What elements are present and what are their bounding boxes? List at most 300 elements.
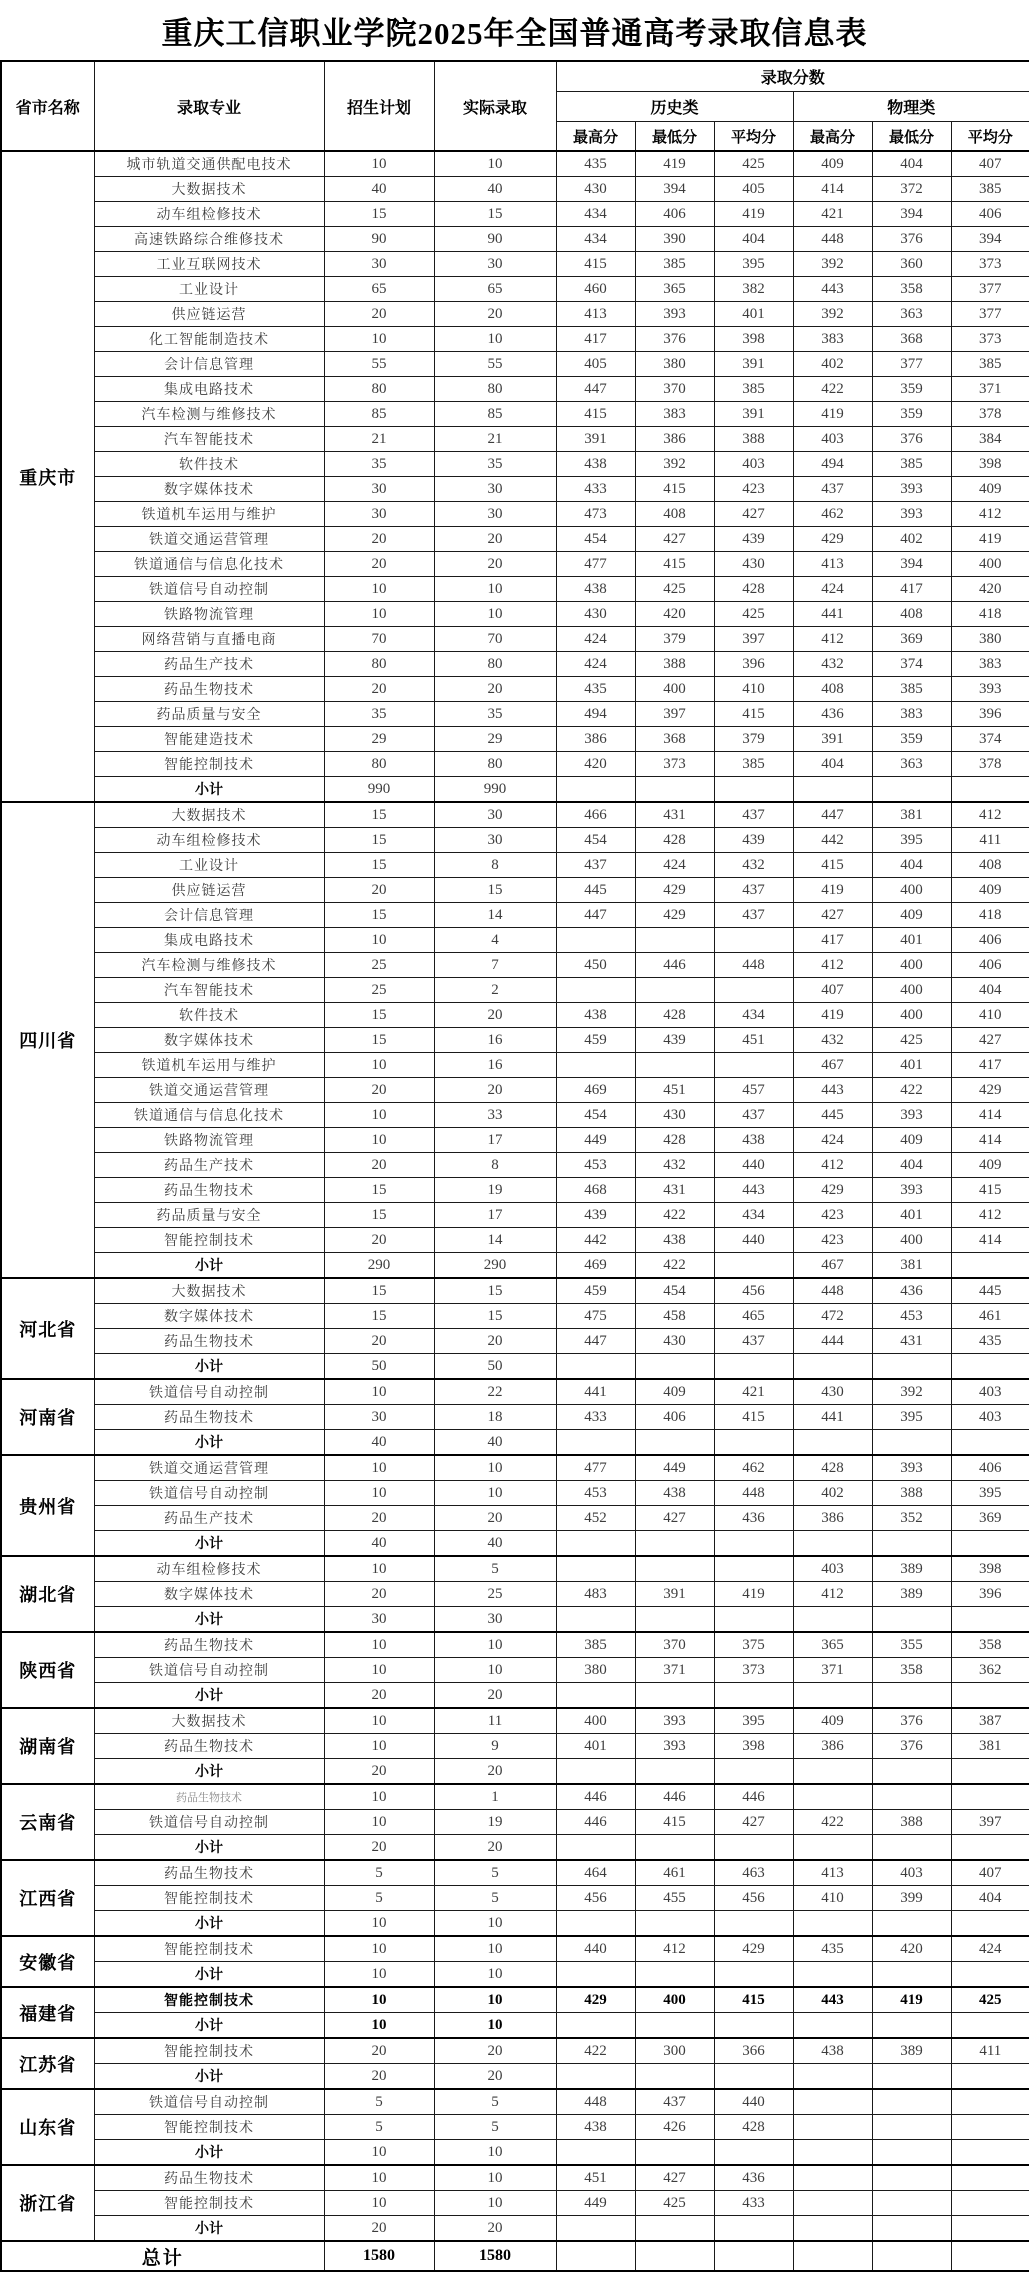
score-cell: 359: [872, 727, 951, 752]
score-cell: 20: [434, 527, 556, 552]
score-cell: 409: [635, 1379, 714, 1405]
score-cell: 404: [714, 227, 793, 252]
major-cell: 铁道交通运营管理: [94, 527, 324, 552]
score-cell: 2: [434, 978, 556, 1003]
score-cell: 358: [951, 1632, 1029, 1658]
score-cell: 355: [872, 1632, 951, 1658]
score-cell: [635, 1911, 714, 1937]
major-cell: 小计: [94, 1759, 324, 1785]
score-cell: [714, 928, 793, 953]
score-cell: 377: [872, 352, 951, 377]
score-cell: 437: [714, 802, 793, 828]
score-cell: [951, 1784, 1029, 1810]
score-cell: 10: [324, 327, 434, 352]
score-cell: 20: [434, 2216, 556, 2242]
score-cell: [556, 2013, 635, 2039]
score-cell: 436: [714, 1506, 793, 1531]
score-cell: 10: [324, 1481, 434, 1506]
score-cell: 15: [434, 202, 556, 227]
table-row: [1, 1455, 1029, 1481]
header-physics-max: 最高分: [793, 122, 872, 152]
score-cell: 435: [556, 151, 635, 177]
score-cell: 406: [635, 1405, 714, 1430]
score-cell: 446: [635, 953, 714, 978]
score-cell: 467: [793, 1253, 872, 1279]
score-cell: 406: [951, 1455, 1029, 1481]
major-cell: 智能控制技术: [94, 1987, 324, 2013]
table-row: [1, 1708, 1029, 1734]
score-cell: 20: [434, 2064, 556, 2090]
score-cell: 386: [793, 1506, 872, 1531]
major-cell: 药品生物技术: [94, 1178, 324, 1203]
score-cell: 10: [324, 2013, 434, 2039]
score-cell: 430: [556, 177, 635, 202]
province-name: 湖北省: [1, 1556, 94, 1632]
score-cell: 10: [324, 1053, 434, 1078]
score-cell: [714, 2064, 793, 2090]
score-cell: 415: [714, 1405, 793, 1430]
score-cell: [714, 777, 793, 803]
score-cell: 359: [872, 402, 951, 427]
score-cell: 10: [324, 1911, 434, 1937]
score-cell: 10: [434, 2165, 556, 2191]
score-cell: 385: [714, 377, 793, 402]
score-cell: 405: [556, 352, 635, 377]
province-name: 安徽省: [1, 1936, 94, 1987]
score-cell: 20: [434, 677, 556, 702]
table-row: [1, 1329, 1029, 1354]
score-cell: 414: [951, 1128, 1029, 1153]
score-cell: 10: [434, 151, 556, 177]
score-cell: [556, 1531, 635, 1557]
score-cell: 20: [434, 1506, 556, 1531]
table-row: [1, 1304, 1029, 1329]
score-cell: 425: [872, 1028, 951, 1053]
score-cell: 85: [434, 402, 556, 427]
score-cell: 404: [872, 1153, 951, 1178]
score-cell: 10: [434, 1632, 556, 1658]
score-cell: 380: [951, 627, 1029, 652]
score-cell: 10: [434, 2140, 556, 2166]
score-cell: 434: [556, 227, 635, 252]
table-row: [1, 978, 1029, 1003]
score-cell: 427: [714, 502, 793, 527]
score-cell: [714, 1683, 793, 1709]
major-cell: 会计信息管理: [94, 903, 324, 928]
score-cell: 409: [951, 878, 1029, 903]
score-cell: 300: [635, 2038, 714, 2064]
table-row: [1, 1607, 1029, 1633]
score-cell: [872, 1911, 951, 1937]
score-cell: 389: [872, 1556, 951, 1582]
score-cell: 10: [324, 2140, 434, 2166]
table-row: [1, 1759, 1029, 1785]
score-cell: 409: [872, 1128, 951, 1153]
score-cell: 359: [872, 377, 951, 402]
table-row: [1, 477, 1029, 502]
major-cell: 数字媒体技术: [94, 1304, 324, 1329]
score-cell: 402: [872, 527, 951, 552]
score-cell: 377: [951, 277, 1029, 302]
score-cell: 455: [635, 1886, 714, 1911]
score-cell: 20: [324, 2064, 434, 2090]
table-row: [1, 1810, 1029, 1835]
score-cell: 363: [872, 302, 951, 327]
score-cell: 17: [434, 1128, 556, 1153]
score-cell: 445: [951, 1278, 1029, 1304]
table-row: [1, 777, 1029, 803]
table-row: [1, 452, 1029, 477]
score-cell: 427: [635, 527, 714, 552]
score-cell: 432: [635, 1153, 714, 1178]
score-cell: [556, 978, 635, 1003]
table-row: [1, 1734, 1029, 1759]
score-cell: 50: [434, 1354, 556, 1380]
score-cell: 401: [556, 1734, 635, 1759]
score-cell: 448: [714, 1481, 793, 1506]
score-cell: 10: [434, 1962, 556, 1988]
table-row: [1, 1053, 1029, 1078]
score-cell: 457: [714, 1078, 793, 1103]
table-body: [1, 151, 1029, 2271]
score-cell: 394: [635, 177, 714, 202]
score-cell: [556, 1759, 635, 1785]
table-row: [1, 277, 1029, 302]
score-cell: 393: [872, 477, 951, 502]
score-cell: 5: [434, 2115, 556, 2140]
score-cell: 385: [872, 452, 951, 477]
score-cell: 430: [714, 552, 793, 577]
score-cell: 404: [951, 1886, 1029, 1911]
score-cell: 425: [635, 2191, 714, 2216]
score-cell: 407: [951, 1860, 1029, 1886]
score-cell: 443: [714, 1178, 793, 1203]
score-cell: 15: [434, 878, 556, 903]
score-cell: [793, 2115, 872, 2140]
score-cell: [556, 1911, 635, 1937]
score-cell: 377: [951, 302, 1029, 327]
score-cell: 415: [556, 402, 635, 427]
score-cell: 400: [872, 978, 951, 1003]
score-cell: 10: [434, 1911, 556, 1937]
score-cell: 427: [635, 1506, 714, 1531]
score-cell: 30: [434, 477, 556, 502]
score-cell: 409: [872, 903, 951, 928]
score-cell: 429: [635, 878, 714, 903]
header-province: 省市名称: [1, 61, 94, 151]
score-cell: 453: [556, 1153, 635, 1178]
score-cell: 427: [793, 903, 872, 928]
table-row: [1, 903, 1029, 928]
score-cell: [793, 1784, 872, 1810]
score-cell: 376: [872, 1734, 951, 1759]
score-cell: 473: [556, 502, 635, 527]
major-cell: 小计: [94, 1354, 324, 1380]
score-cell: 415: [635, 1810, 714, 1835]
score-cell: [951, 2191, 1029, 2216]
major-cell: 工业设计: [94, 853, 324, 878]
score-cell: 400: [635, 677, 714, 702]
score-cell: 462: [793, 502, 872, 527]
score-cell: 20: [434, 2038, 556, 2064]
score-cell: 385: [951, 177, 1029, 202]
score-cell: 30: [324, 477, 434, 502]
table-row: [1, 878, 1029, 903]
score-cell: 11: [434, 1708, 556, 1734]
score-cell: 20: [324, 1835, 434, 1861]
score-cell: 437: [556, 853, 635, 878]
score-cell: [872, 1430, 951, 1456]
score-cell: 382: [714, 277, 793, 302]
table-row: [1, 1228, 1029, 1253]
score-cell: 10: [434, 602, 556, 627]
score-cell: 461: [635, 1860, 714, 1886]
province-name: 山东省: [1, 2089, 94, 2165]
table-row: [1, 577, 1029, 602]
major-cell: 铁道信号自动控制: [94, 577, 324, 602]
score-cell: [793, 2140, 872, 2166]
major-cell: 大数据技术: [94, 802, 324, 828]
score-cell: [872, 1354, 951, 1380]
score-cell: [635, 2064, 714, 2090]
score-cell: [635, 1430, 714, 1456]
table-row: [1, 828, 1029, 853]
score-cell: 20: [324, 677, 434, 702]
score-cell: 400: [951, 552, 1029, 577]
score-cell: 15: [324, 1278, 434, 1304]
score-cell: 20: [324, 1329, 434, 1354]
score-cell: [951, 1354, 1029, 1380]
score-cell: 20: [324, 1683, 434, 1709]
major-cell: 集成电路技术: [94, 377, 324, 402]
major-cell: 化工智能制造技术: [94, 327, 324, 352]
score-cell: 429: [635, 903, 714, 928]
score-cell: 40: [434, 177, 556, 202]
major-cell: 药品生产技术: [94, 652, 324, 677]
score-cell: 40: [324, 1430, 434, 1456]
score-cell: 10: [324, 1556, 434, 1582]
score-cell: 385: [951, 352, 1029, 377]
score-cell: 428: [635, 828, 714, 853]
score-cell: 448: [556, 2089, 635, 2115]
major-cell: 数字媒体技术: [94, 1028, 324, 1053]
score-cell: 419: [714, 1582, 793, 1607]
score-cell: 392: [793, 302, 872, 327]
score-cell: [714, 2140, 793, 2166]
score-cell: 392: [872, 1379, 951, 1405]
score-cell: [793, 1962, 872, 1988]
score-cell: 409: [793, 1708, 872, 1734]
province-name: 浙江省: [1, 2165, 94, 2241]
score-cell: 422: [635, 1253, 714, 1279]
table-row: [1, 202, 1029, 227]
table-row: [1, 327, 1029, 352]
score-cell: 4: [434, 928, 556, 953]
score-cell: 5: [434, 1886, 556, 1911]
score-cell: 30: [324, 502, 434, 527]
major-cell: 铁道交通运营管理: [94, 1455, 324, 1481]
major-cell: 铁道机车运用与维护: [94, 502, 324, 527]
score-cell: 451: [635, 1078, 714, 1103]
score-cell: 385: [872, 677, 951, 702]
score-cell: 447: [556, 377, 635, 402]
score-cell: 371: [951, 377, 1029, 402]
score-cell: 10: [434, 1658, 556, 1683]
score-cell: 15: [434, 1278, 556, 1304]
score-cell: 385: [556, 1632, 635, 1658]
major-cell: 网络营销与直播电商: [94, 627, 324, 652]
score-cell: 10: [324, 1632, 434, 1658]
score-cell: 20: [434, 552, 556, 577]
score-cell: 16: [434, 1053, 556, 1078]
score-cell: 10: [324, 2191, 434, 2216]
score-cell: [793, 1607, 872, 1633]
score-cell: 5: [324, 1886, 434, 1911]
score-cell: 459: [556, 1028, 635, 1053]
major-cell: 动车组检修技术: [94, 1556, 324, 1582]
score-cell: 428: [793, 1455, 872, 1481]
score-cell: 35: [434, 702, 556, 727]
major-cell: 智能控制技术: [94, 2115, 324, 2140]
total-cell: [872, 2241, 951, 2271]
major-cell: 智能控制技术: [94, 2038, 324, 2064]
score-cell: [951, 2064, 1029, 2090]
score-cell: 467: [793, 1053, 872, 1078]
score-cell: 422: [556, 2038, 635, 2064]
score-cell: 424: [556, 627, 635, 652]
score-cell: 420: [872, 1936, 951, 1962]
score-cell: 376: [872, 227, 951, 252]
table-row: [1, 352, 1029, 377]
score-cell: 441: [556, 1379, 635, 1405]
score-cell: [793, 1911, 872, 1937]
score-cell: 412: [793, 953, 872, 978]
score-cell: [872, 1835, 951, 1861]
major-cell: 汽车智能技术: [94, 978, 324, 1003]
score-cell: 388: [635, 652, 714, 677]
table-row: [1, 802, 1029, 828]
score-cell: 430: [793, 1379, 872, 1405]
score-cell: 437: [635, 2089, 714, 2115]
major-cell: 集成电路技术: [94, 928, 324, 953]
score-cell: 17: [434, 1203, 556, 1228]
score-cell: 10: [324, 1734, 434, 1759]
score-cell: 425: [635, 577, 714, 602]
score-cell: 438: [556, 1003, 635, 1028]
score-cell: 415: [556, 252, 635, 277]
score-cell: 423: [714, 477, 793, 502]
score-cell: 383: [951, 652, 1029, 677]
table-row: [1, 427, 1029, 452]
score-cell: 402: [793, 1481, 872, 1506]
score-cell: 391: [714, 402, 793, 427]
score-cell: 427: [635, 2165, 714, 2191]
score-cell: 80: [324, 652, 434, 677]
score-cell: 404: [872, 151, 951, 177]
table-row: [1, 1430, 1029, 1456]
score-cell: [635, 1354, 714, 1380]
score-cell: [793, 1759, 872, 1785]
score-cell: 413: [556, 302, 635, 327]
score-cell: 395: [714, 252, 793, 277]
score-cell: [714, 1253, 793, 1279]
score-cell: 414: [793, 177, 872, 202]
score-cell: [872, 1683, 951, 1709]
table-row: [1, 2115, 1029, 2140]
score-cell: 15: [324, 828, 434, 853]
score-cell: 439: [556, 1203, 635, 1228]
score-cell: 408: [793, 677, 872, 702]
score-cell: [556, 1607, 635, 1633]
score-cell: 10: [434, 2191, 556, 2216]
header-physics: 物理类: [793, 92, 1029, 122]
score-cell: 394: [872, 202, 951, 227]
major-cell: 汽车智能技术: [94, 427, 324, 452]
score-cell: 1: [434, 1784, 556, 1810]
table-row: [1, 1531, 1029, 1557]
header-history: 历史类: [556, 92, 793, 122]
score-cell: 395: [872, 828, 951, 853]
major-cell: 药品生物技术: [94, 1784, 324, 1810]
score-cell: 469: [556, 1078, 635, 1103]
province-name: 贵州省: [1, 1455, 94, 1556]
score-cell: 10: [434, 1936, 556, 1962]
table-row: [1, 1936, 1029, 1962]
score-cell: 373: [951, 327, 1029, 352]
score-cell: 446: [635, 1784, 714, 1810]
score-cell: 434: [714, 1203, 793, 1228]
score-cell: 40: [324, 1531, 434, 1557]
score-cell: 422: [793, 377, 872, 402]
header-plan: 招生计划: [324, 61, 434, 151]
score-cell: 438: [556, 577, 635, 602]
table-row: [1, 1784, 1029, 1810]
score-cell: 407: [793, 978, 872, 1003]
score-cell: 472: [793, 1304, 872, 1329]
score-cell: 20: [324, 2038, 434, 2064]
score-cell: 50: [324, 1354, 434, 1380]
score-cell: [556, 2064, 635, 2090]
score-cell: 386: [635, 427, 714, 452]
major-cell: 智能控制技术: [94, 752, 324, 777]
score-cell: 401: [714, 302, 793, 327]
major-cell: 智能控制技术: [94, 1886, 324, 1911]
score-cell: [635, 1962, 714, 1988]
table-row: [1, 2064, 1029, 2090]
score-cell: 454: [635, 1278, 714, 1304]
table-row: [1, 1556, 1029, 1582]
major-cell: 高速铁路综合维修技术: [94, 227, 324, 252]
score-cell: 456: [714, 1278, 793, 1304]
table-row: [1, 402, 1029, 427]
score-cell: [635, 1556, 714, 1582]
score-cell: 374: [951, 727, 1029, 752]
major-cell: 药品质量与安全: [94, 1203, 324, 1228]
province-name: 河北省: [1, 1278, 94, 1379]
score-cell: 403: [872, 1860, 951, 1886]
table-row: [1, 1632, 1029, 1658]
score-cell: 21: [434, 427, 556, 452]
major-cell: 小计: [94, 2013, 324, 2039]
table-row: [1, 928, 1029, 953]
score-cell: 21: [324, 427, 434, 452]
score-cell: 415: [714, 702, 793, 727]
score-cell: 30: [434, 828, 556, 853]
score-cell: 290: [324, 1253, 434, 1279]
score-cell: 29: [324, 727, 434, 752]
score-cell: 397: [635, 702, 714, 727]
province-name: 四川省: [1, 802, 94, 1278]
